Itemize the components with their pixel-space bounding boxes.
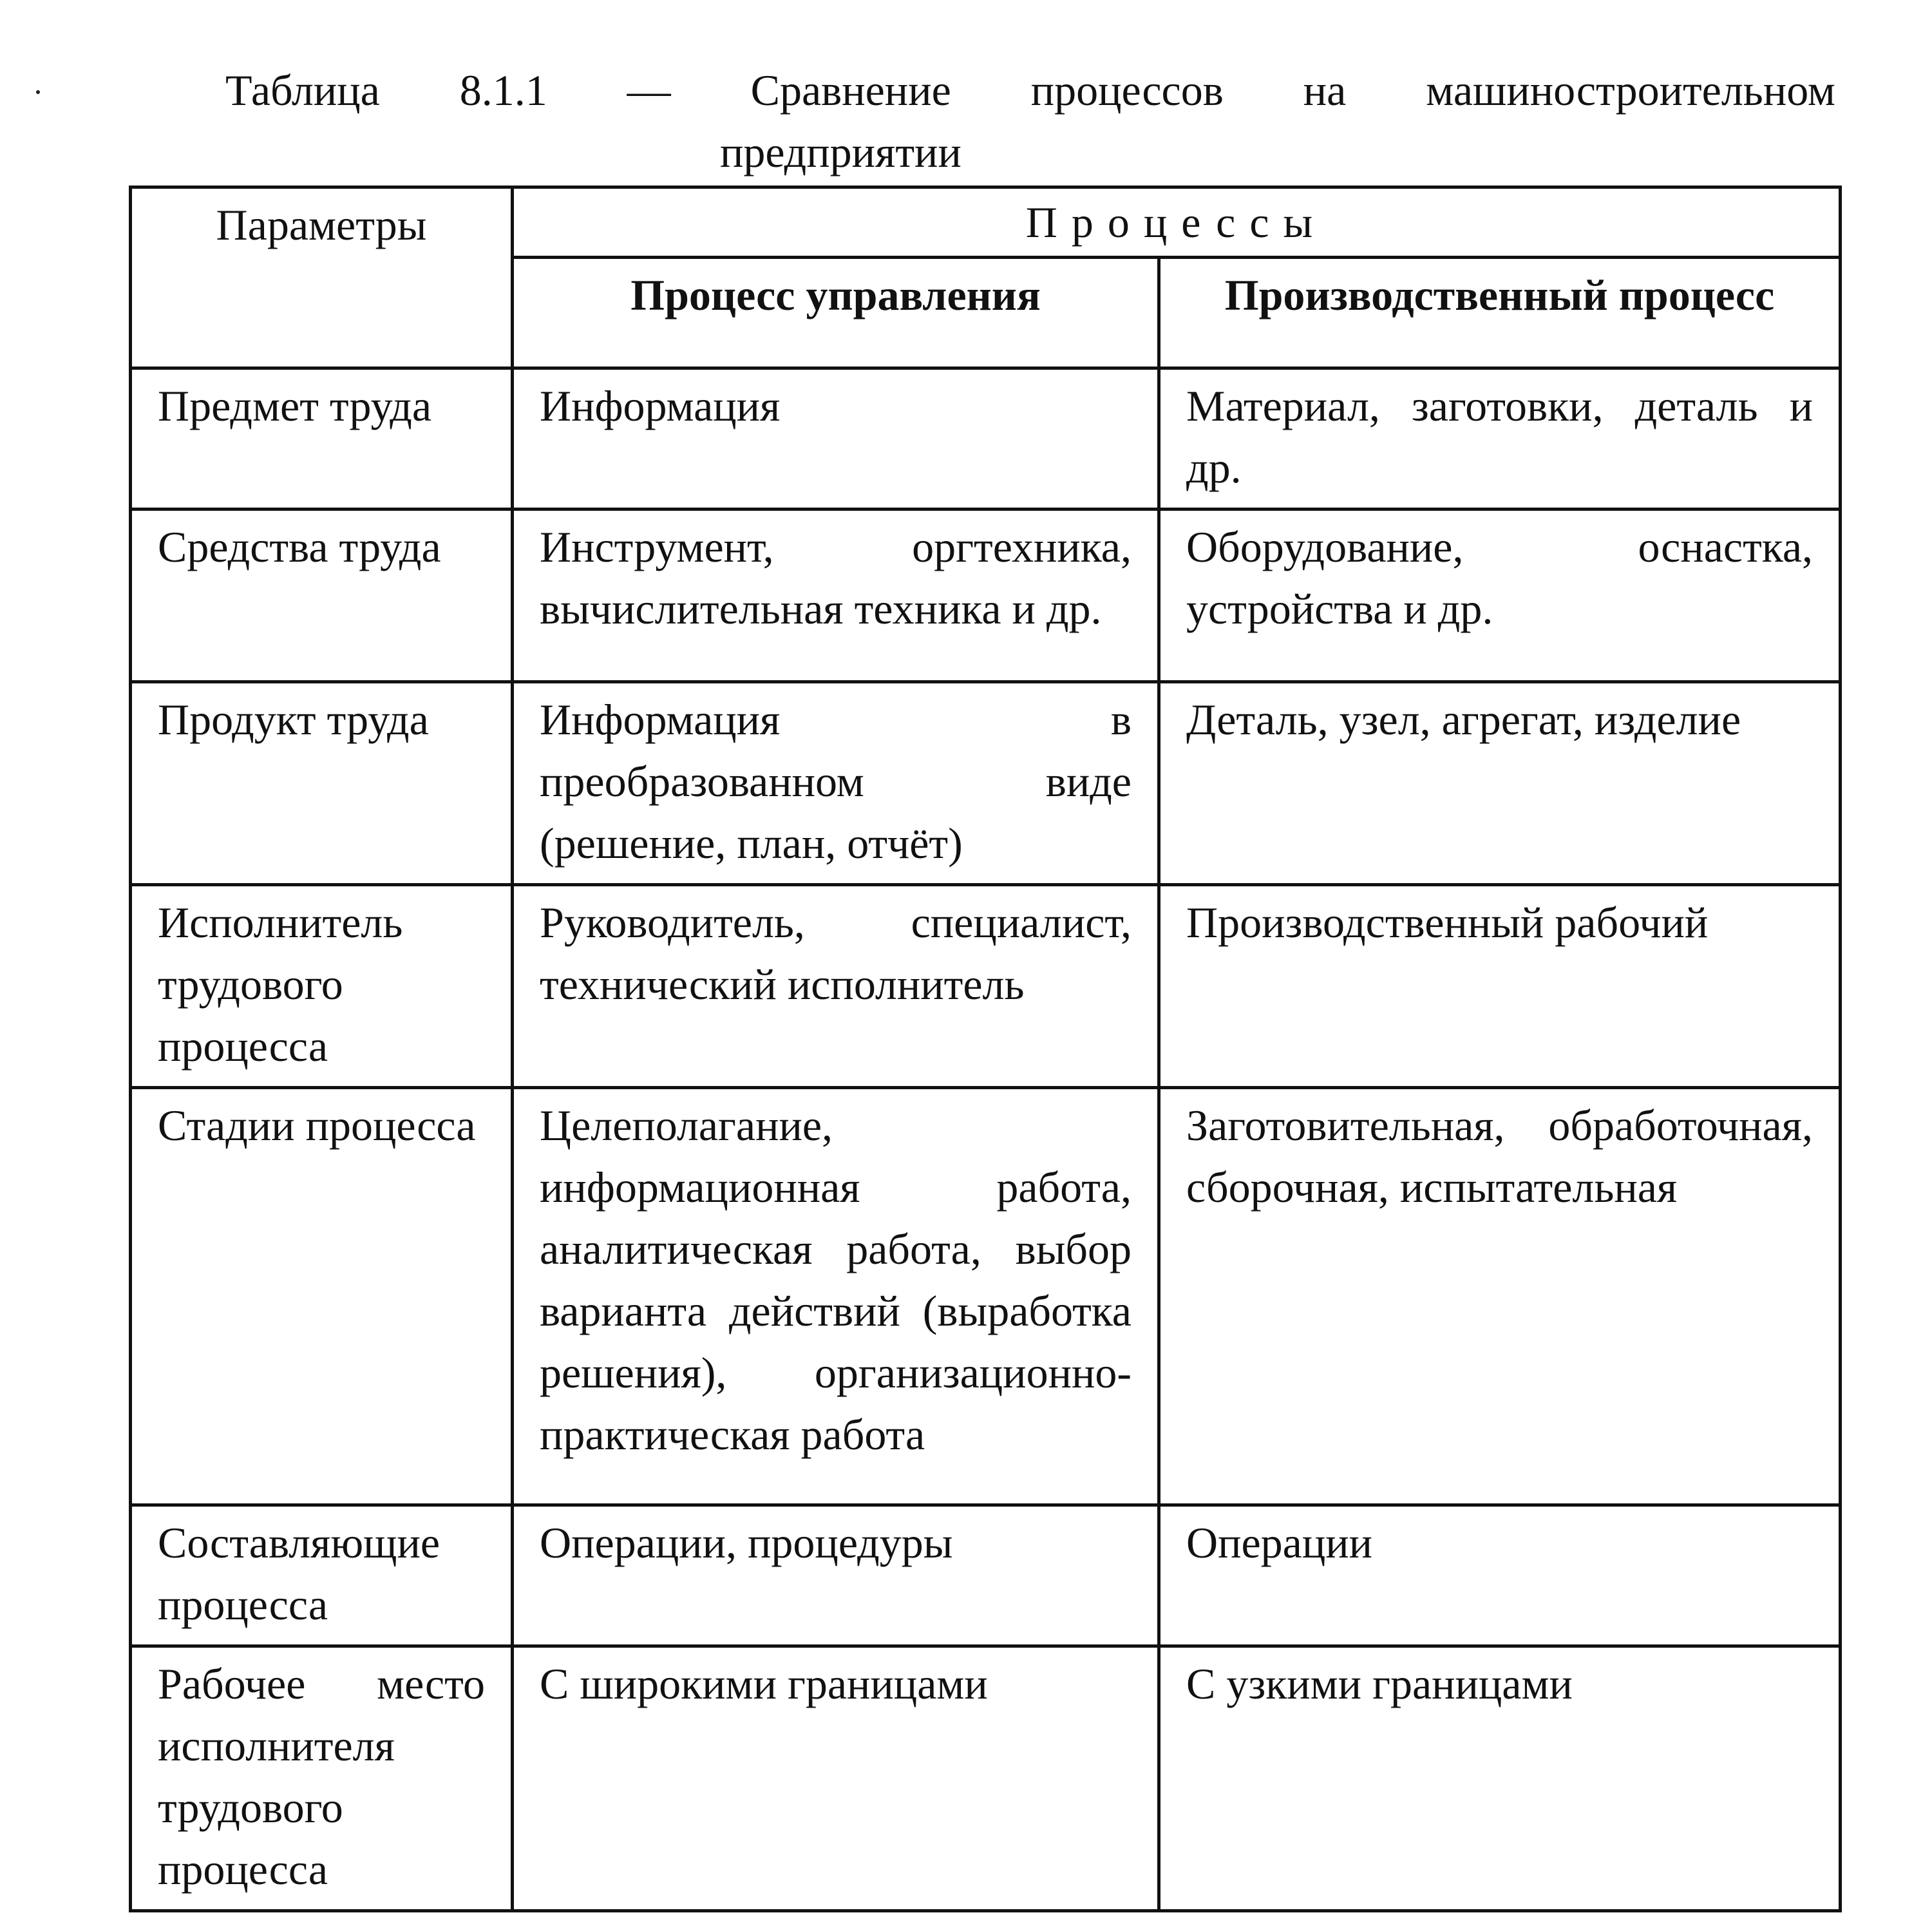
management-cell: Операции, процедуры <box>513 1505 1159 1646</box>
header-processes: Процессы <box>513 187 1841 258</box>
production-cell: С узкими границами <box>1159 1646 1841 1911</box>
table-row <box>131 1088 1841 1505</box>
param-cell: Средства труда <box>131 510 513 682</box>
production-cell: Материал, заготовки, деталь и др. <box>1159 368 1841 510</box>
management-cell: Целеполагание, информационная работа, аналитическая работа, выбор варианта действий (выработка решения), организационно-практическая работа <box>513 1088 1159 1505</box>
header-row <box>131 187 1841 258</box>
caption-word: Сравнение <box>750 66 951 115</box>
table-row <box>131 510 1841 682</box>
param-cell: Исполнитель трудового процесса <box>131 885 513 1088</box>
production-cell: Оборудование, оснастка, устройства и др. <box>1159 510 1841 682</box>
header-params: Параметры <box>131 187 513 368</box>
management-cell: Руководитель, специалист, технический исполнитель <box>513 885 1159 1088</box>
table-row <box>131 1646 1841 1911</box>
table-caption <box>225 59 1835 183</box>
production-cell: Деталь, узел, агрегат, изделие <box>1159 682 1841 885</box>
param-cell: Составляющие процесса <box>131 1505 513 1646</box>
scan-speck <box>36 90 40 94</box>
table-row <box>131 682 1841 885</box>
param-cell: Рабочее место исполнителя трудового процесса <box>131 1646 513 1911</box>
table-row <box>131 1505 1841 1646</box>
caption-word: машиностроительном <box>1426 66 1835 115</box>
header-management-process: Процесс управления <box>513 258 1159 368</box>
table-row <box>131 885 1841 1088</box>
management-cell: Инструмент, оргтехника, вычислительная техника и др. <box>513 510 1159 682</box>
production-cell: Операции <box>1159 1505 1841 1646</box>
caption-word: на <box>1303 66 1347 115</box>
comparison-table <box>129 186 1842 1912</box>
caption-line-1 <box>225 59 1835 121</box>
param-cell: Предмет труда <box>131 368 513 510</box>
production-cell: Заготовительная, обработочная, сборочная, испытательная <box>1159 1088 1841 1505</box>
param-cell: Стадии процесса <box>131 1088 513 1505</box>
param-cell: Продукт труда <box>131 682 513 885</box>
caption-line-2: предприятии <box>720 128 961 176</box>
management-cell: Информация в преобразованном виде (решение, план, отчёт) <box>513 682 1159 885</box>
caption-word: 8.1.1 <box>459 66 547 115</box>
management-cell: С широкими границами <box>513 1646 1159 1911</box>
table-row <box>131 368 1841 510</box>
management-cell: Информация <box>513 368 1159 510</box>
caption-word: процессов <box>1030 66 1224 115</box>
caption-word: — <box>627 66 671 115</box>
header-production-process: Производственный процесс <box>1159 258 1841 368</box>
caption-word: Таблица <box>225 66 380 115</box>
production-cell: Производственный рабочий <box>1159 885 1841 1088</box>
